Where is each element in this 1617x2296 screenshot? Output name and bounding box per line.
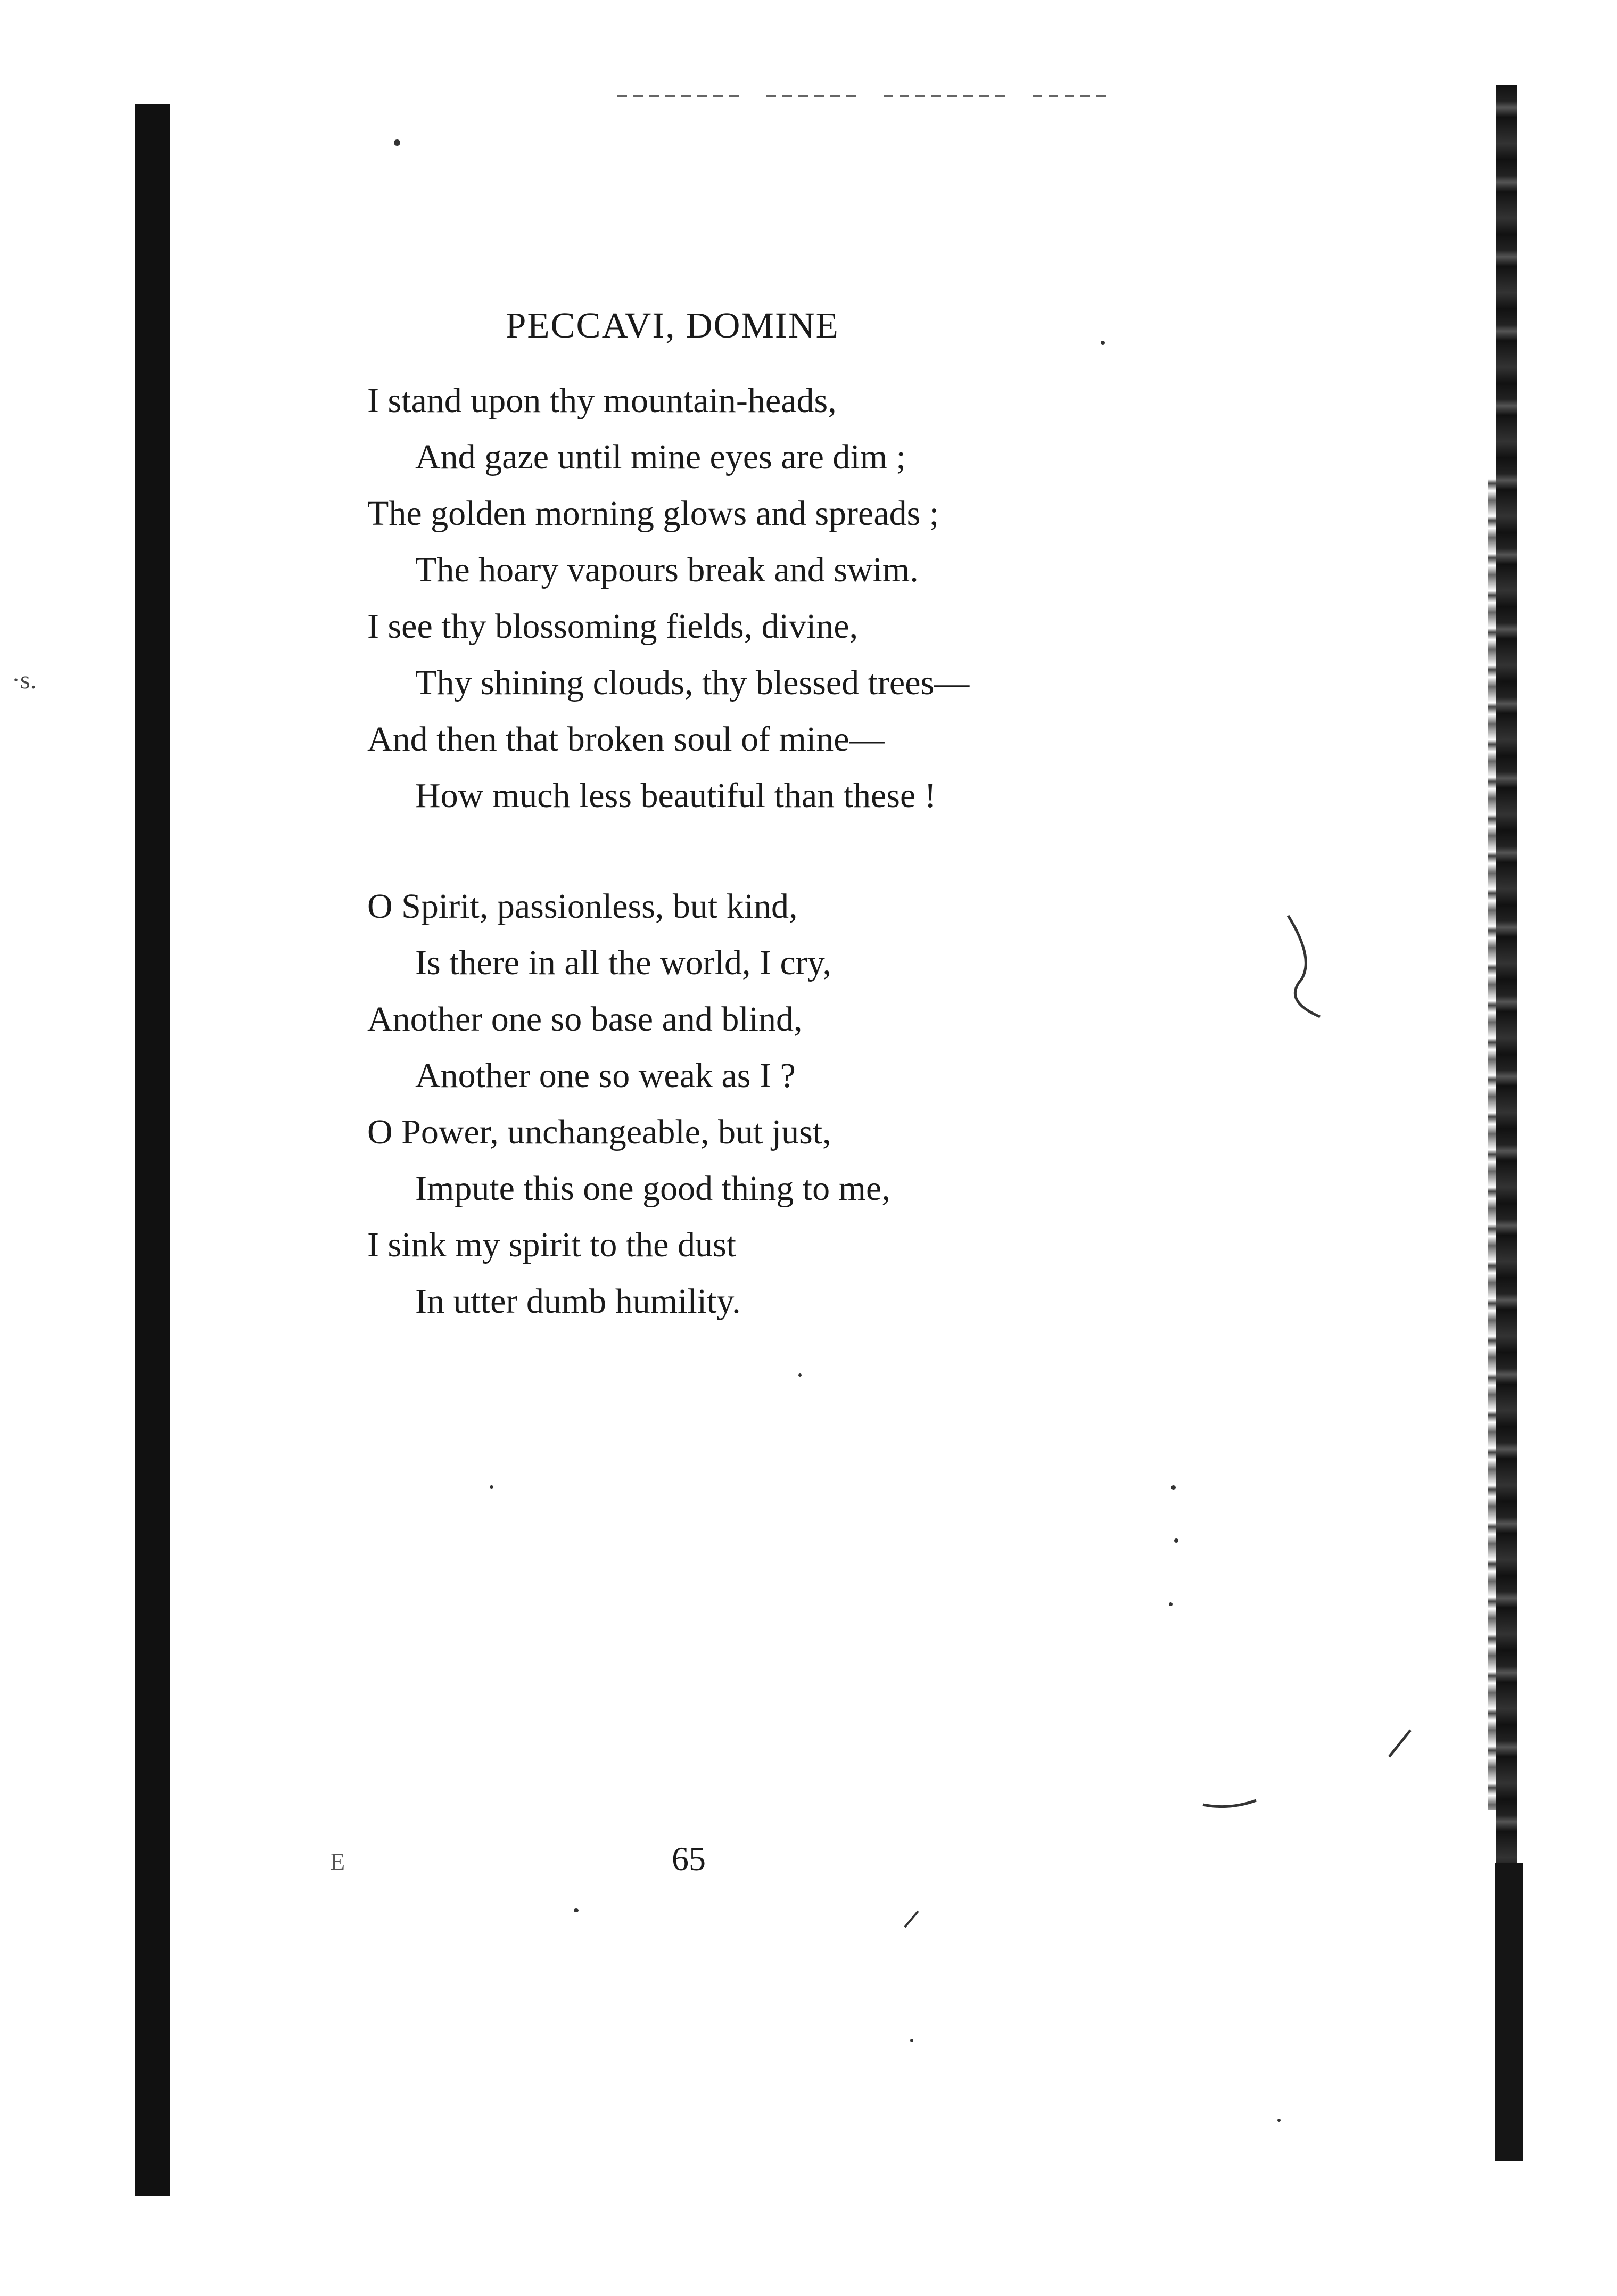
pencil-slash-mark	[1389, 1730, 1410, 1757]
poem-line: And then that broken soul of mine—	[367, 720, 885, 759]
poem-line: Another one so weak as I ?	[415, 1056, 796, 1095]
poem-line: In utter dumb humility.	[415, 1282, 741, 1321]
poem-line: Is there in all the world, I cry,	[415, 943, 831, 982]
poem-line: I sink my spirit to the dust	[367, 1225, 736, 1264]
poem-line: O Power, unchangeable, but just,	[367, 1113, 831, 1151]
poem-line: How much less beautiful than these !	[415, 776, 936, 815]
poem-line: I stand upon thy mountain-heads,	[367, 381, 837, 420]
page-number: 65	[672, 1840, 706, 1878]
pencil-bracket-mark	[1288, 916, 1320, 1017]
pencil-slash-mark	[905, 1911, 918, 1927]
poem-line: Impute this one good thing to me,	[415, 1169, 890, 1208]
poem-line: The golden morning glows and spreads ;	[367, 494, 939, 533]
pencil-dash-mark	[1203, 1800, 1256, 1807]
poem-line: The hoary vapours break and swim.	[415, 550, 919, 589]
poem-line: And gaze until mine eyes are dim ;	[415, 438, 906, 476]
poem-line: Thy shining clouds, thy blessed trees—	[415, 663, 970, 702]
poem-line: I see thy blossoming fields, divine,	[367, 607, 859, 646]
margin-mark-left: ·s.	[12, 666, 37, 694]
poem-line: O Spirit, passionless, but kind,	[367, 887, 798, 926]
poem-line: Another one so base and blind,	[367, 1000, 803, 1039]
poem-title: PECCAVI, DOMINE	[506, 305, 839, 345]
margin-mark-bottom-left: E	[330, 1848, 345, 1875]
